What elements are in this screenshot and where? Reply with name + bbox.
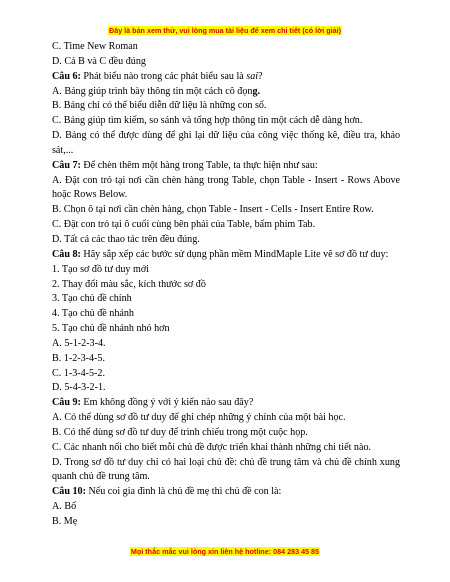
question-8-option-b: B. 1-2-3-4-5. [52,352,105,364]
preview-notice-text: Đây là bản xem thử, vui lòng mua tài liệu để xem chi tiết (có lời giải) [109,26,341,35]
question-6-option-a [52,85,400,100]
question-8-label: Câu 8: [52,248,81,260]
question-7-option-d: D. Tất cả các thao tác trên đều đúng. [52,233,200,245]
preview-notice-banner [0,26,450,35]
question-6-option-a-bold: g. [252,85,261,97]
question-10-label: Câu 10: [52,486,86,498]
question-10-option-b: B. Mẹ [52,516,78,527]
question-8-step-3: 3. Tạo chủ đề chính [52,293,132,305]
question-8-option-a: A. 5-1-2-3-4. [52,337,106,349]
question-6 [52,70,400,85]
question-8-option-d: D. 5-4-3-2-1. [52,382,106,394]
question-8-step-4: 4. Tạo chủ đề nhánh [52,308,134,320]
question-8-option-c: C. 1-3-4-5-2. [52,367,105,379]
question-7-option-a: A. Đặt con trỏ tại nơi cần chèn hàng trong Table, chọn Table - Insert - Rows Above hoặc Rows Below. [52,174,400,201]
question-6-label: Câu 6: [52,70,81,82]
option-d-prev: D. Cả B và C đều đúng [52,55,146,67]
question-6-emphasis: sai [246,70,259,82]
question-6-option-d: D. Bảng có thể được dùng để ghi lại dữ liệu của công việc thống kê, điều tra, khảo sát,... [52,130,400,156]
document-body [52,40,400,530]
question-6-text-before: Phát biểu nào trong các phát biểu sau là [80,70,247,82]
question-6-option-b: B. Bảng chỉ có thể biểu diễn dữ liệu là những con số. [52,100,267,112]
question-7-option-b: B. Chọn ô tại nơi cần chèn hàng, chọn Table - Insert - Cells - Insert Entire Row. [52,204,374,216]
question-9-option-a: A. Có thể dùng sơ đồ tư duy để ghi chép những ý chính của một bài học. [52,412,346,424]
question-8 [52,248,400,263]
question-7-option-c: C. Đặt con trỏ tại ô cuối cùng bên phải của Table, bấm phím Tab. [52,219,316,231]
question-9-option-c: C. Các nhanh nối cho biết mỗi chủ đề được triển khai thành những chi tiết nào. [52,441,372,453]
question-6-text-after: ? [258,70,263,82]
question-7 [52,159,400,174]
question-9-text: Em không đồng ý với ý kiến nào sau đây? [80,397,254,409]
question-6-option-c: C. Bảng giúp tìm kiếm, so sánh và tổng hợp thông tin một cách dễ dàng hơn. [52,115,363,127]
question-7-text: Để chèn thêm một hàng trong Table, ta thực hiện như sau: [80,159,318,171]
question-8-step-1: 1. Tạo sơ đồ tư duy mới [52,263,149,275]
hotline-notice-banner [0,547,450,556]
question-7-label: Câu 7: [52,159,81,171]
question-9-option-b: B. Có thể dùng sơ đồ tư duy để trình chiếu trong một cuộc họp. [52,426,308,438]
question-8-step-2: 2. Thay đổi màu sắc, kích thước sơ đồ [52,278,206,290]
question-9-option-d: D. Trong sơ đồ tư duy chỉ có hai loại chủ đề: chủ đề trung tâm và chủ đề chính xung quanh chủ đề trung tâm. [52,456,400,483]
question-8-step-5: 5. Tạo chủ đề nhánh nhỏ hơn [52,323,170,335]
question-10-text: Nếu coi gia đình là chủ đề mẹ thì chủ đề con là: [85,486,282,498]
question-9 [52,396,400,411]
question-10 [52,485,400,500]
question-10-option-a: A. Bố [52,501,77,513]
question-6-option-a-text: A. Bảng giúp trình bày thông tin một cách cô đọn [52,85,253,97]
question-8-text: Hãy sắp xếp các bước sử dụng phần mềm MindMaple Lite vẽ sơ đồ tư duy: [80,248,389,260]
hotline-notice-text: Mọi thắc mắc vui lòng xin liên hệ hotline: 084 283 45 85 [130,547,320,556]
option-c-prev: C. Time New Roman [52,41,138,52]
question-9-label: Câu 9: [52,397,81,409]
